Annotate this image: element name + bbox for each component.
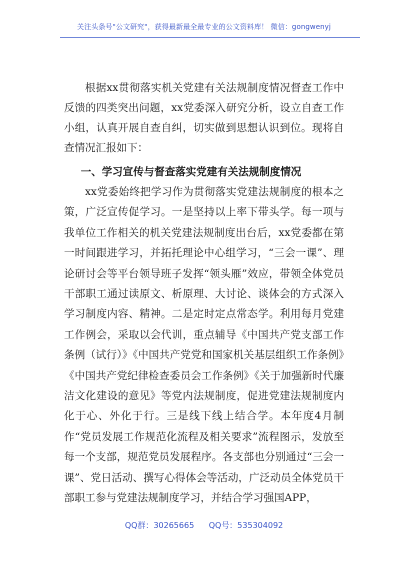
section-1-body: xx党委始终把学习作为贯彻落实党建法规制度的根本之策，广泛宣传促学习。一是坚持以上率下带头学。每一项与我单位工作相关的机关党建法规制度出台后，xx党委都在第一时间跟进学习，并拓托理论中心组学习，“三会一课”、理论研讨会等平台领导班子发挥“领头雁”效应，带领全体党员干部职工通过读原文、析原理、大讨论、谈体会的方式深入学习制度内容、精神。二是定时定点常态学。利用每月党建工作例会，采取以会代训，重点辅导《中国共产党支部工作条例（试行）》《中国共产党党和国家机关基层组织工作条例》《中国共产党纪律检查委员会工作条例》《关于加强新时代廉洁文化建设的意见》等党内法规制度，促进党建法规制度内化于心、外化于行。三是线下线上结合学。本年度4月制作“党员发展工作规范化流程及相关要求”流程图示，发放至每一个支部，规范党员发展程序。各支部也分别通过“三会一课”、党日活动、撰写心得体会等活动，广泛动员全体党员干部职工参与党建法规制度学习，并结合学习强国APP， xyxy=(64,186,344,505)
document-page xyxy=(64,78,344,509)
qq-number-text: QQ号：535304092 xyxy=(208,521,284,530)
qq-group-text: QQ群：30265665 xyxy=(124,521,195,530)
header-divider xyxy=(60,37,360,38)
footer-contact xyxy=(0,520,408,531)
section-1-heading: 一、学习宣传与督查落实党建有关法规制度情况 xyxy=(80,166,302,178)
header-banner: 关注头条号"公文研究"，获得最新最全最专业的公文资料库！ 微信：gongwenyj xyxy=(77,23,331,31)
intro-paragraph: 根据xx贯彻落实机关党建有关法规制度情况督查工作中反馈的四类突出问题，xx党委深入研究分析，设立自查工作小组，认真开展自查自纠，切实做到思想认识到位。现将自查情况汇报如下： xyxy=(64,82,344,154)
